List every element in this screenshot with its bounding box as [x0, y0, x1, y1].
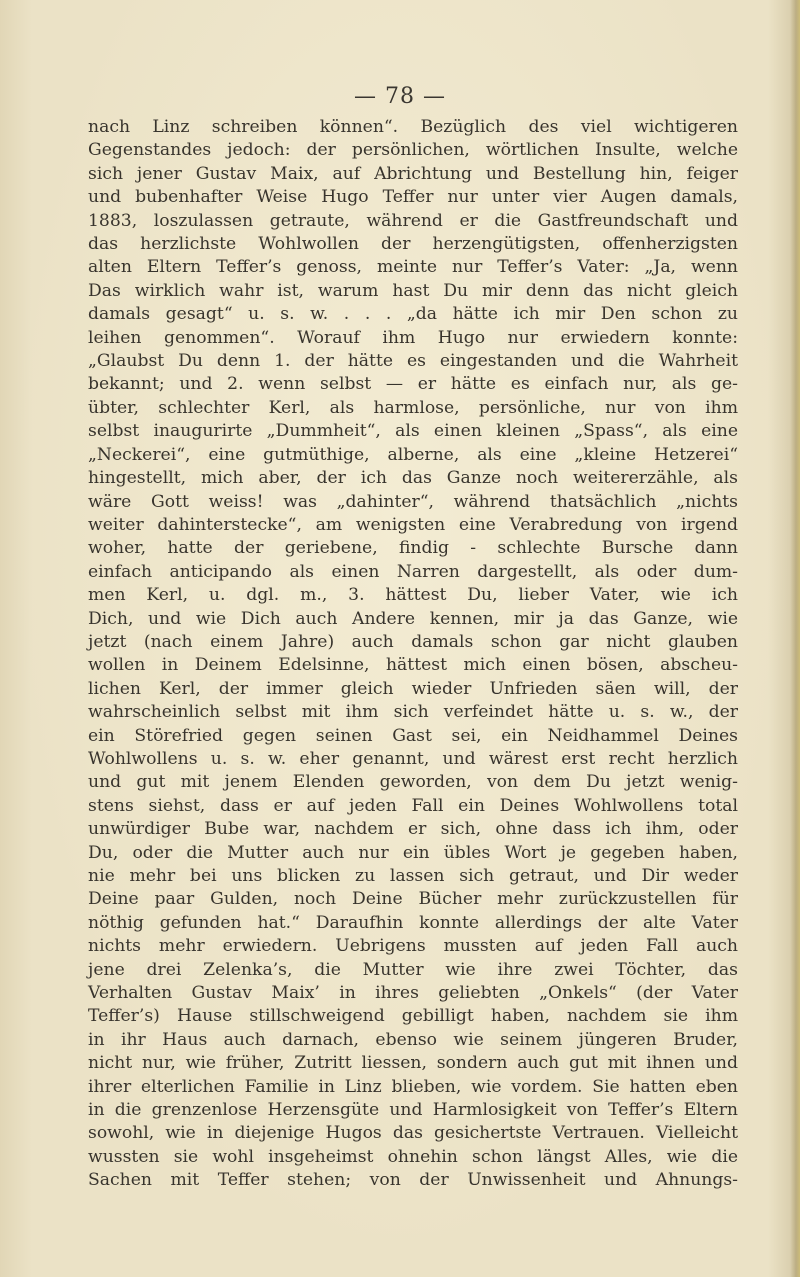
text-line: Du, oder die Mutter auch nur ein übles Wort je gegeben haben,: [88, 842, 738, 863]
text-line: in die grenzenlose Herzensgüte und Harmlosigkeit von Teffer’s Eltern: [88, 1100, 738, 1121]
text-line: ein Störefried gegen seinen Gast sei, ein Neidhammel Deines: [88, 725, 738, 746]
text-line: damals gesagt“ u. s. w. . . . „da hätte ich mir Den schon zu: [88, 304, 738, 325]
text-line: weiter dahintersteckе“, am wenigsten eine Verabredung von irgend: [88, 514, 738, 535]
text-line: Verhalten Gustav Maix’ in ihres geliebten „Onkels“ (der Vater: [88, 983, 738, 1004]
text-line: Gegenstandes jedoch: der persönlichen, wörtlichen Insulte, welche: [88, 140, 738, 161]
text-line: wollen in Deinem Edelsinne, hättest mich einen bösen, abscheu-: [88, 655, 738, 676]
text-line: stens siehst, dass er auf jeden Fall ein Deines Wohlwollens total: [88, 795, 738, 816]
text-line: alten Eltern Teffer’s genoss, meinte nur Teffer’s Vater: „Ja, wenn: [88, 257, 738, 278]
text-line: nicht nur, wie früher, Zutritt liessen, sondern auch gut mit ihnen und: [88, 1053, 738, 1074]
text-line: jetzt (nach einem Jahre) auch damals schon gar nicht glauben: [88, 631, 738, 652]
text-line: Deine paar Gulden, noch Deine Bücher mehr zurückzustellen für: [88, 889, 738, 910]
text-line: Wohlwollens u. s. w. eher genannt, und wärest erst recht herzlich: [88, 748, 738, 769]
text-line: wussten sie wohl insgeheimst ohnehin schon längst Alles, wie die: [88, 1146, 738, 1167]
text-line: und gut mit jenem Elenden geworden, von dem Du jetzt wenig-: [88, 772, 738, 793]
text-line: unwürdiger Bube war, nachdem er sich, ohne dass ich ihm, oder: [88, 819, 738, 840]
text-line: sowohl, wie in diejenige Hugos das gesichertste Vertrauen. Vielleicht: [88, 1123, 738, 1144]
text-line: Dich, und wie Dich auch Andere kennen, mir ja das Ganze, wie: [88, 608, 738, 629]
text-line: nichts mehr erwiedern. Uebrigens mussten auf jeden Fall auch: [88, 936, 738, 957]
text-line: ihrer elterlichen Familie in Linz blieben, wie vordem. Sie hatten eben: [88, 1076, 738, 1097]
text-line: in ihr Haus auch darnach, ebenso wie seinem jüngeren Bruder,: [88, 1029, 738, 1050]
text-line: übter, schlechter Kerl, als harmlose, persönliche, nur von ihm: [88, 397, 738, 418]
text-line: das herzlichste Wohlwollen der herzengütigsten, offenherzigsten: [88, 234, 738, 255]
text-line: leihen genommen“. Worauf ihm Hugo nur erwiedern konnte:: [88, 327, 738, 348]
text-line: einfach anticipando als einen Narren dargestellt, als oder dum-: [88, 561, 738, 582]
page-number: — 78 —: [354, 84, 446, 109]
text-line: wahrscheinlich selbst mit ihm sich verfeindet hätte u. s. w., der: [88, 702, 738, 723]
text-line: Sachen mit Teffer stehen; von der Unwissenheit und Ahnungs-: [88, 1170, 738, 1191]
text-line: sich jener Gustav Maix, auf Abrichtung und Bestellung hin, feiger: [88, 163, 738, 184]
text-line: Das wirklich wahr ist, warum hast Du mir denn das nicht gleich: [88, 280, 738, 301]
text-line: wäre Gott weiss! was „dahinter“, während thatsächlich „nichts: [88, 491, 738, 512]
text-line: Teffer’s) Hause stillschweigend gebilligt haben, nachdem sie ihm: [88, 1006, 738, 1027]
text-line: bekannt; und 2. wenn selbst — er hätte es einfach nur, als ge-: [88, 374, 738, 395]
text-line: jene drei Zelenka’s, die Mutter wie ihre zwei Töchter, das: [88, 959, 738, 980]
text-line: nöthig gefunden hat.“ Daraufhin konnte allerdings der alte Vater: [88, 912, 738, 933]
text-line: nie mehr bei uns blicken zu lassen sich getraut, und Dir weder: [88, 866, 738, 886]
text-line: hingestellt, mich aber, der ich das Ganze noch weitererzähle, als: [88, 468, 738, 489]
text-line: men Kerl, u. dgl. m., 3. hättest Du, lieber Vater, wie ich: [88, 585, 738, 606]
text-line: und bubenhafter Weise Hugo Teffer nur unter vier Augen damals,: [88, 187, 738, 208]
text-line: nach Linz schreiben können“. Bezüglich des viel wichtigeren: [88, 117, 738, 137]
body-text: [88, 116, 738, 1193]
text-line: „Glaubst Du denn 1. der hätte es eingestanden und die Wahrheit: [88, 351, 738, 372]
text-line: lichen Kerl, der immer gleich wieder Unfrieden säen will, der: [88, 678, 738, 699]
text-line: „Neckerei“, eine gutmüthige, alberne, als eine „kleine Hetzerei“: [88, 444, 738, 465]
text-line: selbst inaugurirte „Dummheit“, als einen kleinen „Spass“, als eine: [88, 421, 738, 442]
page-edge: [790, 0, 800, 1277]
text-line: woher, hatte der geriebene, findig - schlechte Bursche dann: [88, 538, 738, 559]
text-line: 1883, loszulassen getraute, während er die Gastfreundschaft und: [88, 210, 738, 231]
